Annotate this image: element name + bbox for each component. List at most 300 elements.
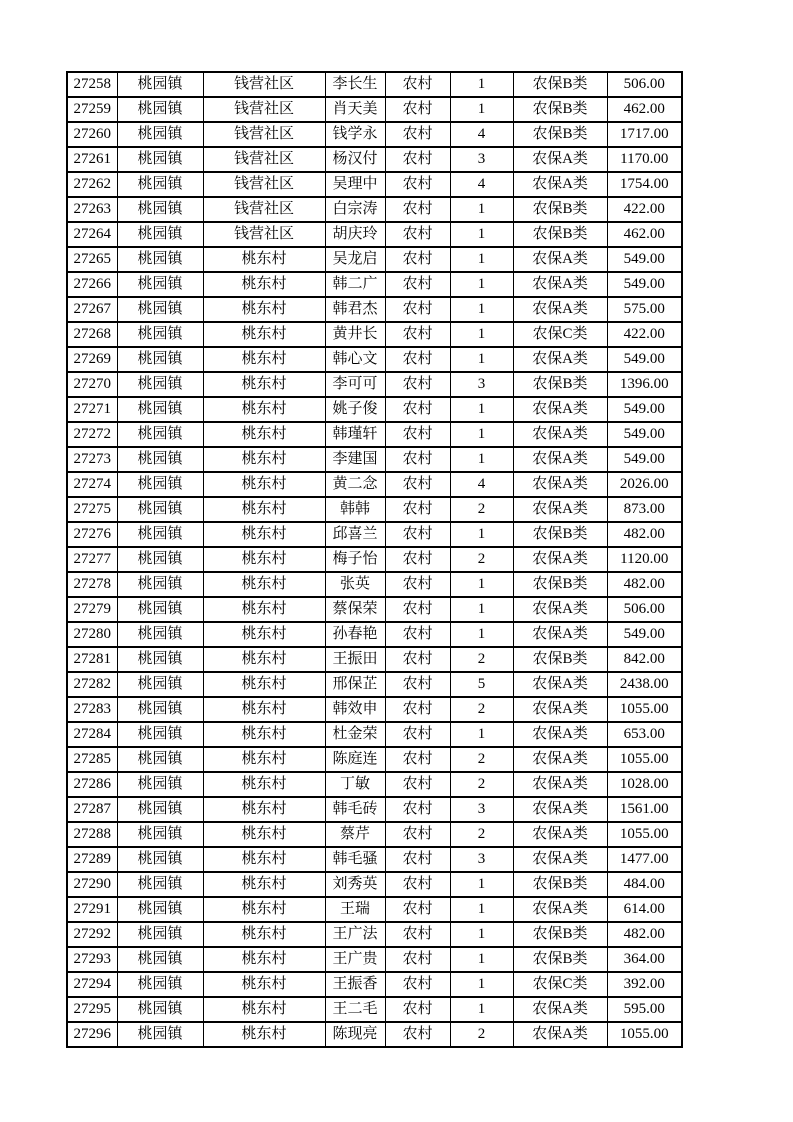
town-cell: 桃园镇 xyxy=(117,622,203,647)
person-name-cell: 杜金荣 xyxy=(325,722,385,747)
insurance-category-cell: 农保A类 xyxy=(513,847,607,872)
person-count-cell: 1 xyxy=(450,272,513,297)
residence-type-cell: 农村 xyxy=(385,797,450,822)
serial-cell: 27296 xyxy=(67,1022,117,1047)
village-cell: 桃东村 xyxy=(203,847,325,872)
residence-type-cell: 农村 xyxy=(385,322,450,347)
insurance-category-cell: 农保C类 xyxy=(513,972,607,997)
amount-cell: 1055.00 xyxy=(607,1022,682,1047)
residence-type-cell: 农村 xyxy=(385,472,450,497)
person-name-cell: 韩效申 xyxy=(325,697,385,722)
serial-cell: 27280 xyxy=(67,622,117,647)
insurance-category-cell: 农保A类 xyxy=(513,147,607,172)
amount-cell: 549.00 xyxy=(607,422,682,447)
village-cell: 钱营社区 xyxy=(203,147,325,172)
person-count-cell: 1 xyxy=(450,422,513,447)
person-name-cell: 胡庆玲 xyxy=(325,222,385,247)
table-row xyxy=(67,672,682,697)
residence-type-cell: 农村 xyxy=(385,447,450,472)
amount-cell: 422.00 xyxy=(607,197,682,222)
town-cell: 桃园镇 xyxy=(117,222,203,247)
village-cell: 桃东村 xyxy=(203,647,325,672)
serial-cell: 27289 xyxy=(67,847,117,872)
insurance-category-cell: 农保A类 xyxy=(513,547,607,572)
village-cell: 桃东村 xyxy=(203,772,325,797)
insurance-category-cell: 农保B类 xyxy=(513,522,607,547)
town-cell: 桃园镇 xyxy=(117,522,203,547)
town-cell: 桃园镇 xyxy=(117,972,203,997)
town-cell: 桃园镇 xyxy=(117,822,203,847)
serial-cell: 27260 xyxy=(67,122,117,147)
village-cell: 桃东村 xyxy=(203,497,325,522)
table-row xyxy=(67,497,682,522)
amount-cell: 1754.00 xyxy=(607,172,682,197)
serial-cell: 27278 xyxy=(67,572,117,597)
serial-cell: 27264 xyxy=(67,222,117,247)
insurance-category-cell: 农保A类 xyxy=(513,472,607,497)
table-row xyxy=(67,547,682,572)
person-count-cell: 2 xyxy=(450,697,513,722)
person-count-cell: 2 xyxy=(450,547,513,572)
village-cell: 桃东村 xyxy=(203,472,325,497)
table-row xyxy=(67,222,682,247)
residence-type-cell: 农村 xyxy=(385,922,450,947)
table-row xyxy=(67,822,682,847)
town-cell: 桃园镇 xyxy=(117,447,203,472)
records-table xyxy=(66,71,683,1048)
village-cell: 桃东村 xyxy=(203,622,325,647)
residence-type-cell: 农村 xyxy=(385,897,450,922)
residence-type-cell: 农村 xyxy=(385,247,450,272)
residence-type-cell: 农村 xyxy=(385,597,450,622)
amount-cell: 482.00 xyxy=(607,522,682,547)
serial-cell: 27292 xyxy=(67,922,117,947)
serial-cell: 27271 xyxy=(67,397,117,422)
amount-cell: 1055.00 xyxy=(607,747,682,772)
table-row xyxy=(67,872,682,897)
village-cell: 桃东村 xyxy=(203,822,325,847)
person-name-cell: 韩二广 xyxy=(325,272,385,297)
serial-cell: 27283 xyxy=(67,697,117,722)
serial-cell: 27282 xyxy=(67,672,117,697)
person-count-cell: 1 xyxy=(450,197,513,222)
person-count-cell: 4 xyxy=(450,172,513,197)
person-count-cell: 1 xyxy=(450,947,513,972)
town-cell: 桃园镇 xyxy=(117,672,203,697)
village-cell: 桃东村 xyxy=(203,422,325,447)
village-cell: 钱营社区 xyxy=(203,97,325,122)
village-cell: 桃东村 xyxy=(203,672,325,697)
town-cell: 桃园镇 xyxy=(117,397,203,422)
residence-type-cell: 农村 xyxy=(385,347,450,372)
insurance-category-cell: 农保B类 xyxy=(513,222,607,247)
serial-cell: 27295 xyxy=(67,997,117,1022)
amount-cell: 1561.00 xyxy=(607,797,682,822)
amount-cell: 1396.00 xyxy=(607,372,682,397)
person-name-cell: 吴理中 xyxy=(325,172,385,197)
insurance-category-cell: 农保A类 xyxy=(513,272,607,297)
person-count-cell: 2 xyxy=(450,497,513,522)
village-cell: 桃东村 xyxy=(203,397,325,422)
residence-type-cell: 农村 xyxy=(385,822,450,847)
village-cell: 桃东村 xyxy=(203,547,325,572)
person-name-cell: 王二毛 xyxy=(325,997,385,1022)
serial-cell: 27265 xyxy=(67,247,117,272)
village-cell: 桃东村 xyxy=(203,522,325,547)
serial-cell: 27258 xyxy=(67,72,117,97)
insurance-category-cell: 农保A类 xyxy=(513,822,607,847)
amount-cell: 549.00 xyxy=(607,347,682,372)
person-count-cell: 3 xyxy=(450,847,513,872)
serial-cell: 27279 xyxy=(67,597,117,622)
amount-cell: 422.00 xyxy=(607,322,682,347)
insurance-category-cell: 农保A类 xyxy=(513,697,607,722)
person-count-cell: 1 xyxy=(450,222,513,247)
town-cell: 桃园镇 xyxy=(117,997,203,1022)
person-count-cell: 1 xyxy=(450,447,513,472)
person-name-cell: 邱喜兰 xyxy=(325,522,385,547)
person-count-cell: 4 xyxy=(450,122,513,147)
residence-type-cell: 农村 xyxy=(385,697,450,722)
insurance-category-cell: 农保A类 xyxy=(513,422,607,447)
serial-cell: 27281 xyxy=(67,647,117,672)
amount-cell: 1170.00 xyxy=(607,147,682,172)
amount-cell: 614.00 xyxy=(607,897,682,922)
person-name-cell: 李可可 xyxy=(325,372,385,397)
town-cell: 桃园镇 xyxy=(117,372,203,397)
town-cell: 桃园镇 xyxy=(117,347,203,372)
person-count-cell: 1 xyxy=(450,397,513,422)
insurance-category-cell: 农保B类 xyxy=(513,647,607,672)
amount-cell: 1120.00 xyxy=(607,547,682,572)
amount-cell: 2438.00 xyxy=(607,672,682,697)
table-row xyxy=(67,972,682,997)
amount-cell: 595.00 xyxy=(607,997,682,1022)
table-row xyxy=(67,797,682,822)
amount-cell: 462.00 xyxy=(607,97,682,122)
town-cell: 桃园镇 xyxy=(117,247,203,272)
person-name-cell: 王广贵 xyxy=(325,947,385,972)
table-row xyxy=(67,597,682,622)
village-cell: 桃东村 xyxy=(203,572,325,597)
residence-type-cell: 农村 xyxy=(385,372,450,397)
residence-type-cell: 农村 xyxy=(385,1022,450,1047)
town-cell: 桃园镇 xyxy=(117,272,203,297)
person-name-cell: 白宗涛 xyxy=(325,197,385,222)
amount-cell: 506.00 xyxy=(607,597,682,622)
village-cell: 桃东村 xyxy=(203,947,325,972)
person-count-cell: 2 xyxy=(450,772,513,797)
table-row xyxy=(67,347,682,372)
table-row xyxy=(67,447,682,472)
town-cell: 桃园镇 xyxy=(117,422,203,447)
village-cell: 桃东村 xyxy=(203,922,325,947)
insurance-category-cell: 农保A类 xyxy=(513,347,607,372)
town-cell: 桃园镇 xyxy=(117,897,203,922)
residence-type-cell: 农村 xyxy=(385,222,450,247)
town-cell: 桃园镇 xyxy=(117,297,203,322)
amount-cell: 364.00 xyxy=(607,947,682,972)
person-count-cell: 1 xyxy=(450,322,513,347)
person-count-cell: 1 xyxy=(450,597,513,622)
table-row xyxy=(67,472,682,497)
person-name-cell: 韩君杰 xyxy=(325,297,385,322)
person-count-cell: 1 xyxy=(450,247,513,272)
town-cell: 桃园镇 xyxy=(117,697,203,722)
village-cell: 桃东村 xyxy=(203,297,325,322)
records-table-body xyxy=(67,72,682,1047)
person-name-cell: 黄井长 xyxy=(325,322,385,347)
person-name-cell: 韩毛砖 xyxy=(325,797,385,822)
insurance-category-cell: 农保A类 xyxy=(513,772,607,797)
residence-type-cell: 农村 xyxy=(385,197,450,222)
amount-cell: 462.00 xyxy=(607,222,682,247)
serial-cell: 27286 xyxy=(67,772,117,797)
serial-cell: 27284 xyxy=(67,722,117,747)
village-cell: 桃东村 xyxy=(203,722,325,747)
town-cell: 桃园镇 xyxy=(117,122,203,147)
person-name-cell: 肖天美 xyxy=(325,97,385,122)
person-name-cell: 孙春艳 xyxy=(325,622,385,647)
person-name-cell: 陈现亮 xyxy=(325,1022,385,1047)
amount-cell: 1028.00 xyxy=(607,772,682,797)
table-row xyxy=(67,697,682,722)
insurance-category-cell: 农保A类 xyxy=(513,172,607,197)
person-count-cell: 2 xyxy=(450,747,513,772)
person-count-cell: 1 xyxy=(450,297,513,322)
insurance-category-cell: 农保A类 xyxy=(513,622,607,647)
serial-cell: 27272 xyxy=(67,422,117,447)
serial-cell: 27267 xyxy=(67,297,117,322)
town-cell: 桃园镇 xyxy=(117,847,203,872)
residence-type-cell: 农村 xyxy=(385,97,450,122)
insurance-category-cell: 农保A类 xyxy=(513,497,607,522)
residence-type-cell: 农村 xyxy=(385,397,450,422)
person-count-cell: 3 xyxy=(450,147,513,172)
person-count-cell: 1 xyxy=(450,997,513,1022)
village-cell: 钱营社区 xyxy=(203,197,325,222)
amount-cell: 1717.00 xyxy=(607,122,682,147)
table-row xyxy=(67,172,682,197)
person-name-cell: 李长生 xyxy=(325,72,385,97)
amount-cell: 2026.00 xyxy=(607,472,682,497)
serial-cell: 27275 xyxy=(67,497,117,522)
serial-cell: 27287 xyxy=(67,797,117,822)
village-cell: 钱营社区 xyxy=(203,122,325,147)
amount-cell: 1055.00 xyxy=(607,822,682,847)
serial-cell: 27268 xyxy=(67,322,117,347)
table-row xyxy=(67,297,682,322)
table-row xyxy=(67,647,682,672)
table-row xyxy=(67,72,682,97)
village-cell: 桃东村 xyxy=(203,1022,325,1047)
insurance-category-cell: 农保A类 xyxy=(513,797,607,822)
person-name-cell: 王瑞 xyxy=(325,897,385,922)
table-row xyxy=(67,397,682,422)
residence-type-cell: 农村 xyxy=(385,722,450,747)
table-row xyxy=(67,922,682,947)
village-cell: 桃东村 xyxy=(203,322,325,347)
amount-cell: 575.00 xyxy=(607,297,682,322)
residence-type-cell: 农村 xyxy=(385,172,450,197)
table-row xyxy=(67,772,682,797)
town-cell: 桃园镇 xyxy=(117,772,203,797)
table-row xyxy=(67,97,682,122)
residence-type-cell: 农村 xyxy=(385,72,450,97)
insurance-category-cell: 农保B类 xyxy=(513,197,607,222)
residence-type-cell: 农村 xyxy=(385,997,450,1022)
residence-type-cell: 农村 xyxy=(385,672,450,697)
serial-cell: 27290 xyxy=(67,872,117,897)
insurance-category-cell: 农保A类 xyxy=(513,447,607,472)
person-count-cell: 1 xyxy=(450,922,513,947)
table-row xyxy=(67,272,682,297)
town-cell: 桃园镇 xyxy=(117,97,203,122)
serial-cell: 27285 xyxy=(67,747,117,772)
village-cell: 桃东村 xyxy=(203,597,325,622)
person-name-cell: 梅子怡 xyxy=(325,547,385,572)
residence-type-cell: 农村 xyxy=(385,947,450,972)
person-name-cell: 姚子俊 xyxy=(325,397,385,422)
residence-type-cell: 农村 xyxy=(385,622,450,647)
table-row xyxy=(67,572,682,597)
person-count-cell: 2 xyxy=(450,1022,513,1047)
serial-cell: 27263 xyxy=(67,197,117,222)
person-name-cell: 韩瑾轩 xyxy=(325,422,385,447)
insurance-category-cell: 农保A类 xyxy=(513,247,607,272)
insurance-category-cell: 农保B类 xyxy=(513,97,607,122)
residence-type-cell: 农村 xyxy=(385,297,450,322)
table-row xyxy=(67,747,682,772)
person-count-cell: 3 xyxy=(450,372,513,397)
village-cell: 桃东村 xyxy=(203,247,325,272)
amount-cell: 392.00 xyxy=(607,972,682,997)
person-count-cell: 2 xyxy=(450,822,513,847)
amount-cell: 1055.00 xyxy=(607,697,682,722)
town-cell: 桃园镇 xyxy=(117,872,203,897)
table-row xyxy=(67,997,682,1022)
serial-cell: 27293 xyxy=(67,947,117,972)
amount-cell: 1477.00 xyxy=(607,847,682,872)
town-cell: 桃园镇 xyxy=(117,1022,203,1047)
serial-cell: 27291 xyxy=(67,897,117,922)
person-name-cell: 王广法 xyxy=(325,922,385,947)
serial-cell: 27259 xyxy=(67,97,117,122)
person-count-cell: 5 xyxy=(450,672,513,697)
table-row xyxy=(67,522,682,547)
person-count-cell: 1 xyxy=(450,972,513,997)
person-name-cell: 丁敏 xyxy=(325,772,385,797)
person-name-cell: 王振香 xyxy=(325,972,385,997)
amount-cell: 549.00 xyxy=(607,397,682,422)
amount-cell: 549.00 xyxy=(607,622,682,647)
town-cell: 桃园镇 xyxy=(117,572,203,597)
village-cell: 钱营社区 xyxy=(203,172,325,197)
amount-cell: 482.00 xyxy=(607,922,682,947)
amount-cell: 653.00 xyxy=(607,722,682,747)
insurance-category-cell: 农保A类 xyxy=(513,897,607,922)
town-cell: 桃园镇 xyxy=(117,72,203,97)
town-cell: 桃园镇 xyxy=(117,472,203,497)
person-name-cell: 蔡保荣 xyxy=(325,597,385,622)
table-row xyxy=(67,847,682,872)
residence-type-cell: 农村 xyxy=(385,147,450,172)
town-cell: 桃园镇 xyxy=(117,747,203,772)
person-name-cell: 邢保芷 xyxy=(325,672,385,697)
village-cell: 桃东村 xyxy=(203,997,325,1022)
table-row xyxy=(67,947,682,972)
town-cell: 桃园镇 xyxy=(117,722,203,747)
village-cell: 钱营社区 xyxy=(203,72,325,97)
insurance-category-cell: 农保A类 xyxy=(513,747,607,772)
residence-type-cell: 农村 xyxy=(385,422,450,447)
town-cell: 桃园镇 xyxy=(117,147,203,172)
residence-type-cell: 农村 xyxy=(385,547,450,572)
person-name-cell: 刘秀英 xyxy=(325,872,385,897)
table-row xyxy=(67,322,682,347)
person-count-cell: 1 xyxy=(450,722,513,747)
table-row xyxy=(67,372,682,397)
town-cell: 桃园镇 xyxy=(117,197,203,222)
amount-cell: 506.00 xyxy=(607,72,682,97)
person-name-cell: 张英 xyxy=(325,572,385,597)
insurance-category-cell: 农保A类 xyxy=(513,397,607,422)
serial-cell: 27277 xyxy=(67,547,117,572)
town-cell: 桃园镇 xyxy=(117,647,203,672)
person-name-cell: 杨汉付 xyxy=(325,147,385,172)
person-name-cell: 吴龙启 xyxy=(325,247,385,272)
person-count-cell: 1 xyxy=(450,97,513,122)
serial-cell: 27270 xyxy=(67,372,117,397)
serial-cell: 27269 xyxy=(67,347,117,372)
insurance-category-cell: 农保B类 xyxy=(513,372,607,397)
village-cell: 桃东村 xyxy=(203,972,325,997)
insurance-category-cell: 农保B类 xyxy=(513,572,607,597)
insurance-category-cell: 农保B类 xyxy=(513,947,607,972)
person-count-cell: 1 xyxy=(450,72,513,97)
insurance-category-cell: 农保A类 xyxy=(513,1022,607,1047)
table-row xyxy=(67,122,682,147)
serial-cell: 27294 xyxy=(67,972,117,997)
town-cell: 桃园镇 xyxy=(117,947,203,972)
person-count-cell: 1 xyxy=(450,872,513,897)
person-name-cell: 韩毛骚 xyxy=(325,847,385,872)
person-count-cell: 1 xyxy=(450,522,513,547)
person-name-cell: 蔡芹 xyxy=(325,822,385,847)
insurance-category-cell: 农保C类 xyxy=(513,322,607,347)
table-row xyxy=(67,1022,682,1047)
village-cell: 桃东村 xyxy=(203,372,325,397)
person-count-cell: 1 xyxy=(450,897,513,922)
town-cell: 桃园镇 xyxy=(117,172,203,197)
insurance-category-cell: 农保A类 xyxy=(513,672,607,697)
insurance-category-cell: 农保B类 xyxy=(513,872,607,897)
person-count-cell: 1 xyxy=(450,347,513,372)
insurance-category-cell: 农保B类 xyxy=(513,122,607,147)
village-cell: 桃东村 xyxy=(203,797,325,822)
person-name-cell: 韩韩 xyxy=(325,497,385,522)
table-row xyxy=(67,722,682,747)
village-cell: 钱营社区 xyxy=(203,222,325,247)
serial-cell: 27274 xyxy=(67,472,117,497)
residence-type-cell: 农村 xyxy=(385,522,450,547)
amount-cell: 549.00 xyxy=(607,272,682,297)
residence-type-cell: 农村 xyxy=(385,747,450,772)
serial-cell: 27261 xyxy=(67,147,117,172)
person-count-cell: 3 xyxy=(450,797,513,822)
residence-type-cell: 农村 xyxy=(385,847,450,872)
village-cell: 桃东村 xyxy=(203,347,325,372)
